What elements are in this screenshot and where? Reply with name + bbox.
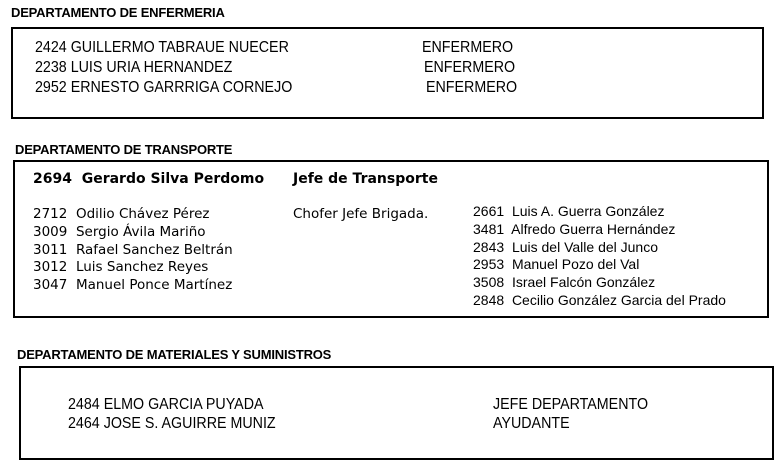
transporte-heading: DEPARTAMENTO DE TRANSPORTE (15, 142, 233, 157)
employee-name: Luis del Valle del Junco (511, 238, 658, 255)
employee-id: 2661 (473, 203, 505, 219)
employee-role: ENFERMERO (422, 39, 514, 56)
list-item (33, 259, 233, 277)
employee-name: ELMO GARCIA PUYADA (103, 396, 264, 413)
enfermeria-heading: DEPARTAMENTO DE ENFERMERIA (11, 5, 225, 20)
employee-name: ERNESTO GARRRIGA CORNEJO (70, 79, 293, 96)
employee-name: Odilio Chávez Pérez (75, 206, 210, 222)
chief-row (33, 171, 264, 189)
table-row (68, 395, 264, 414)
employee-id: 2484 (68, 396, 100, 413)
employee-name: Luis A. Guerra González (511, 203, 665, 219)
materiales-heading: DEPARTAMENTO DE MATERIALES Y SUMINISTROS (17, 347, 332, 362)
employee-role: AYUDANTE (493, 415, 570, 432)
list-item (33, 206, 233, 224)
employee-role: ENFERMERO (424, 59, 516, 76)
employee-id: 2712 (33, 206, 68, 222)
employee-id: 3481 (473, 220, 505, 237)
employee-name: Cecilio González Garcia del Prado (511, 291, 726, 308)
list-item (473, 239, 726, 257)
employee-id: 2464 (68, 415, 100, 432)
enfermeria-box (11, 27, 764, 119)
materiales-box (19, 366, 774, 460)
chief-role: Jefe de Transporte (293, 171, 438, 187)
employee-name: Luis Sanchez Reyes (75, 259, 209, 276)
list-item (33, 242, 233, 260)
list-item (33, 224, 233, 242)
employee-role: ENFERMERO (426, 79, 518, 96)
employee-name: Israel Falcón González (511, 274, 656, 291)
list-item (473, 292, 726, 310)
employee-id: 2238 (35, 59, 67, 76)
list-item (473, 221, 726, 239)
employee-name: Gerardo Silva Perdomo (81, 171, 265, 187)
employee-id: 2848 (473, 291, 505, 308)
employee-name: Manuel Ponce Martínez (75, 277, 233, 294)
list-item (473, 256, 726, 274)
employee-id: 2953 (473, 256, 505, 273)
left-employee-list (33, 206, 233, 295)
employee-name: Rafael Sanchez Beltrán (75, 241, 233, 258)
brigade-role: Chofer Jefe Brigada. (293, 206, 429, 222)
employee-name: Alfredo Guerra Hernández (511, 220, 676, 237)
transporte-box (13, 160, 769, 318)
table-row (35, 38, 289, 57)
employee-id: 2694 (33, 171, 72, 187)
employee-name: GUILLERMO TABRAUE NUECER (70, 39, 289, 56)
employee-name: Manuel Pozo del Val (511, 256, 640, 273)
table-row (35, 58, 232, 77)
employee-id: 2952 (35, 79, 67, 96)
employee-id: 2843 (473, 238, 505, 255)
list-item (33, 277, 233, 295)
employee-role: JEFE DEPARTAMENTO (493, 396, 649, 413)
right-employee-list (473, 203, 726, 310)
employee-id: 3009 (33, 223, 68, 240)
employee-name: Sergio Ávila Mariño (75, 223, 206, 240)
table-row (68, 414, 276, 433)
list-item (473, 203, 726, 221)
employee-name: LUIS URIA HERNANDEZ (70, 59, 233, 76)
employee-name: JOSE S. AGUIRRE MUNIZ (103, 415, 276, 432)
employee-id: 3508 (473, 274, 505, 291)
employee-id: 3011 (33, 241, 68, 258)
employee-id: 2424 (35, 39, 67, 56)
employee-id: 3047 (33, 277, 68, 294)
table-row (35, 78, 292, 97)
employee-id: 3012 (33, 259, 68, 276)
list-item (473, 274, 726, 292)
